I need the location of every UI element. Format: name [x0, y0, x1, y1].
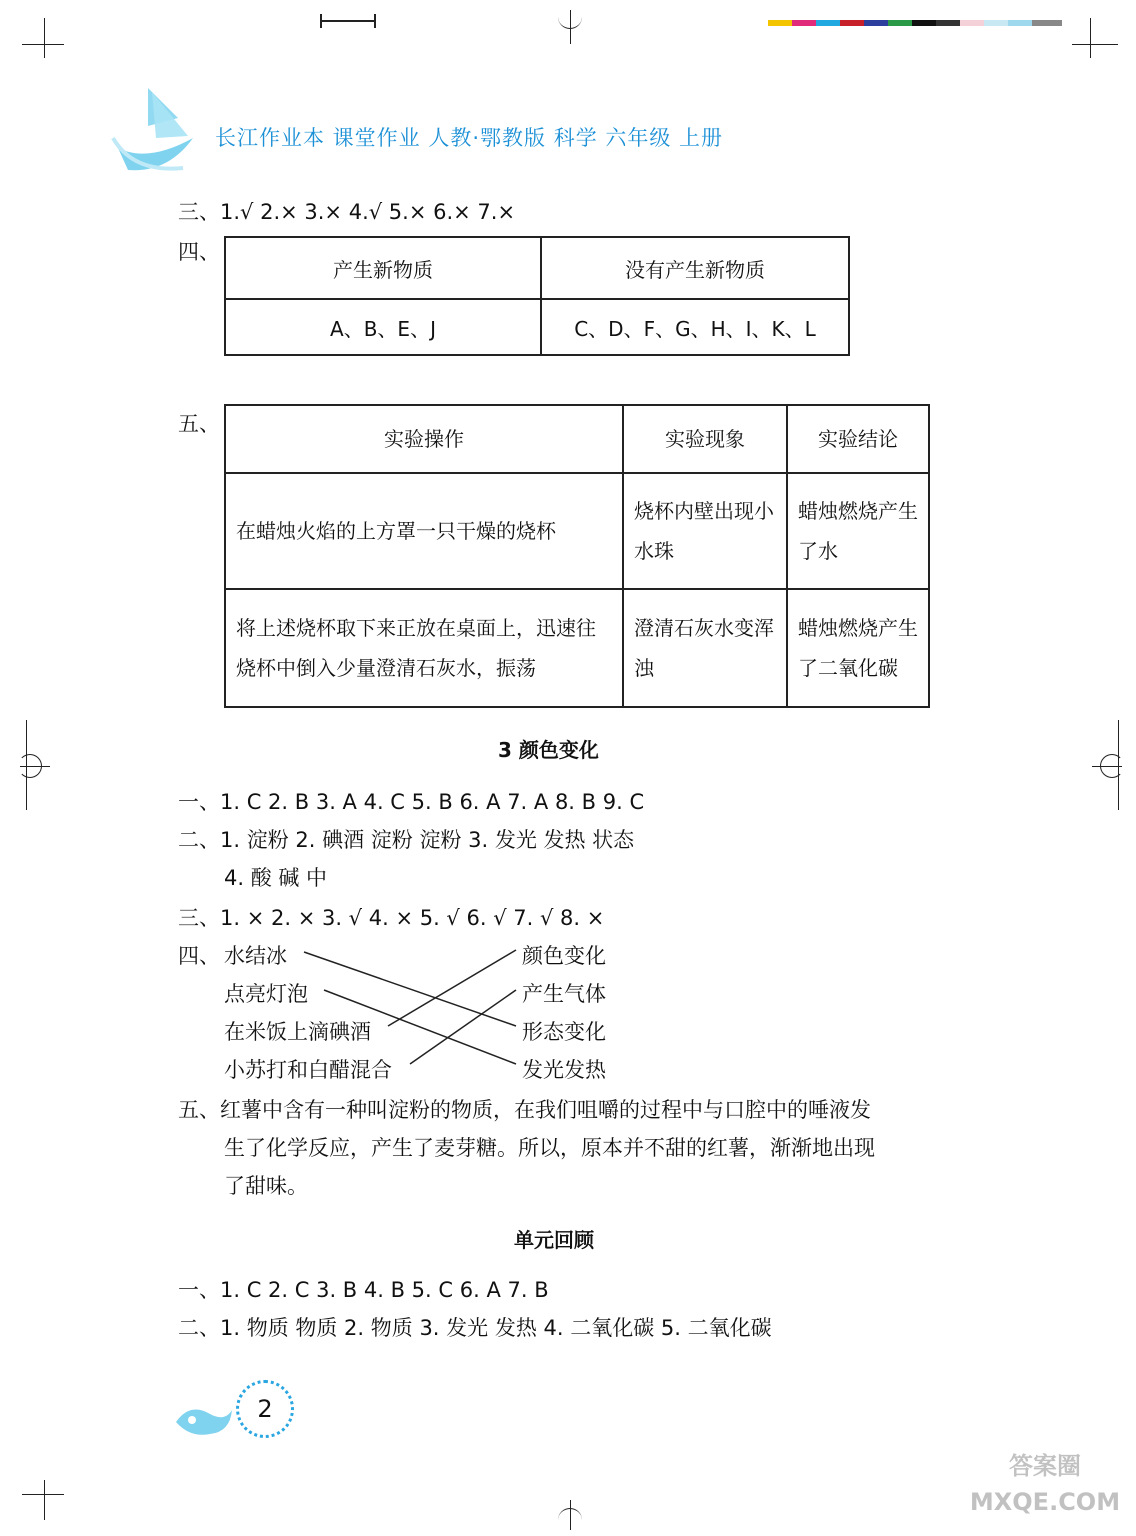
table-header-cell: 产生新物质: [225, 237, 541, 299]
table-cell: C、D、F、G、H、I、K、L: [541, 299, 849, 355]
table-cell: 烧杯内壁出现小水珠: [623, 473, 787, 589]
table-cell: 将上述烧杯取下来正放在桌面上，迅速往烧杯中倒入少量澄清石灰水，振荡: [225, 589, 623, 707]
table-cell: 蜡烛燃烧产生了水: [787, 473, 929, 589]
table-header-cell: 实验操作: [225, 405, 623, 473]
match-right-item: 形态变化: [522, 1020, 606, 1044]
answer-line-section1: 一、1. C 2. B 3. A 4. C 5. B 6. A 7. A 8. B 9. C: [178, 790, 645, 814]
match-right-item: 产生气体: [522, 982, 606, 1006]
answer-paragraph-line: 生了化学反应，产生了麦芽糖。所以，原本并不甜的红薯，渐渐地出现: [224, 1136, 875, 1160]
review-title: 单元回顾: [514, 1228, 594, 1252]
match-left-item: 水结冰: [224, 944, 287, 968]
table-cell: A、B、E、J: [225, 299, 541, 355]
table-cell: 蜡烛燃烧产生了二氧化碳: [787, 589, 929, 707]
answer-paragraph-line: 了甜味。: [224, 1174, 308, 1198]
page-number: 2: [257, 1395, 273, 1423]
watermark-logo: [960, 1448, 1130, 1528]
answer-paragraph-line: 五、红薯中含有一种叫淀粉的物质，在我们咀嚼的过程中与口腔中的唾液发: [178, 1098, 871, 1122]
watermark-text: 答案圈 MXQE.COM: [969, 1452, 1121, 1516]
section4-label: 四、: [178, 944, 220, 968]
table-header-cell: 实验结论: [787, 405, 929, 473]
answer-line-section2: 二、1. 淀粉 2. 碘酒 淀粉 淀粉 3. 发光 发热 状态: [178, 828, 635, 852]
page-number-badge: [236, 1380, 294, 1438]
table-header-cell: 没有产生新物质: [541, 237, 849, 299]
lesson-title: 3 颜色变化: [498, 738, 599, 762]
answer-line-section2-cont: 4. 酸 碱 中: [224, 866, 328, 890]
match-left-item: 小苏打和白醋混合: [224, 1058, 392, 1082]
table-cell: 在蜡烛火焰的上方罩一只干燥的烧杯: [225, 473, 623, 589]
section4-label: 四、: [178, 240, 220, 264]
match-left-item: 点亮灯泡: [224, 982, 308, 1006]
table-header-cell: 实验现象: [623, 405, 787, 473]
answer-line-section2: 二、1. 物质 物质 2. 物质 3. 发光 发热 4. 二氧化碳 5. 二氧化碳: [178, 1316, 772, 1340]
match-right-item: 发光发热: [522, 1058, 606, 1082]
page-number-decoration-icon: [170, 1392, 240, 1446]
section5-label: 五、: [178, 412, 220, 436]
answer-line-section1: 一、1. C 2. C 3. B 4. B 5. C 6. A 7. B: [178, 1278, 549, 1302]
answer-line-section3: 三、1.√ 2.× 3.× 4.√ 5.× 6.× 7.×: [178, 200, 516, 224]
answer-line-section3: 三、1. × 2. × 3. √ 4. × 5. √ 6. √ 7. √ 8. ×: [178, 906, 605, 930]
header-title: 长江作业本 课堂作业 人教·鄂教版 科学 六年级 上册: [215, 126, 724, 150]
table-cell: 澄清石灰水变浑浊: [623, 589, 787, 707]
match-left-item: 在米饭上滴碘酒: [224, 1020, 371, 1044]
match-right-item: 颜色变化: [522, 944, 606, 968]
